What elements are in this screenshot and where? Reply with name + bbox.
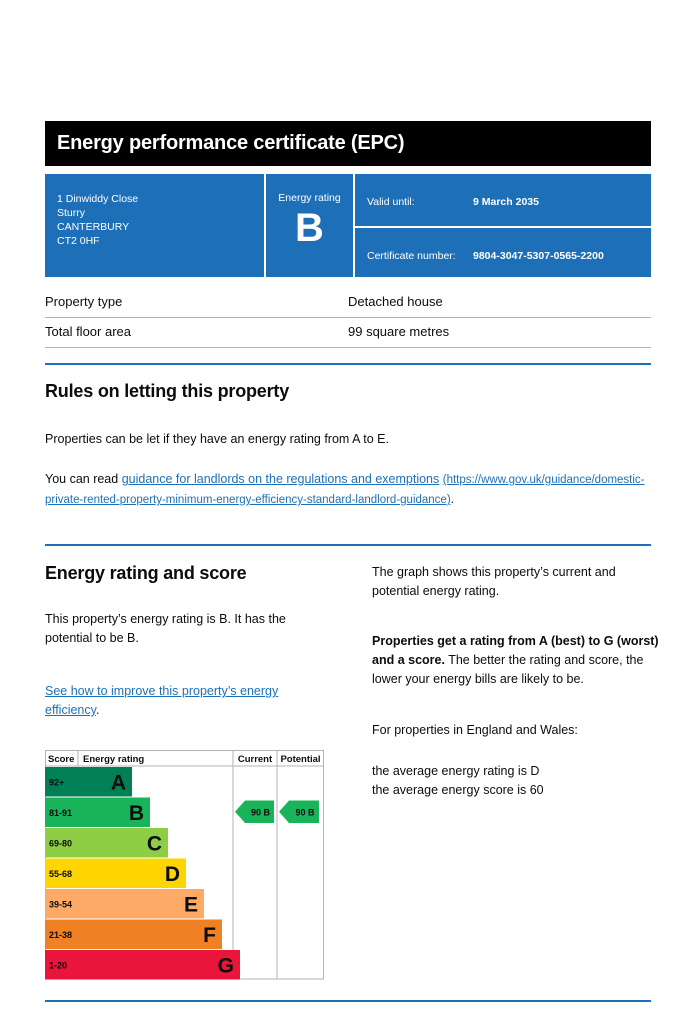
rating-cell <box>266 174 353 277</box>
improve-link-block <box>45 682 278 720</box>
band-letter-label: G <box>217 954 234 978</box>
band-letter-label: A <box>110 771 126 795</box>
rating-explanation-bold: Properties get a rating from A (best) to G (worst) <box>372 634 659 648</box>
band-range-label: 21-38 <box>49 929 73 940</box>
current-rating-label: 90 B <box>250 807 271 818</box>
band-letter-label: F <box>203 923 216 947</box>
improve-link-continued[interactable]: efficiency <box>45 703 96 717</box>
graph-note-line: potential energy rating. <box>372 584 500 598</box>
certificate-number-cell <box>355 228 651 277</box>
graph-note-line: The graph shows this property’s current and <box>372 565 616 579</box>
improve-suffix: . <box>95 703 100 717</box>
guidance-url-continued[interactable]: private-rented-property-minimum-energy-efficiency-standard-landlord-guidance) <box>45 494 451 506</box>
rules-heading: Rules on letting this property <box>45 381 290 401</box>
band-range-label: 1-20 <box>49 960 68 971</box>
band-letter-label: B <box>128 801 144 825</box>
floor-area-label: Total floor area <box>45 324 131 339</box>
address-line: CANTERBURY <box>57 221 130 233</box>
address-line: Sturry <box>57 207 86 219</box>
rating-explanation-text: lower your energy bills are likely to be. <box>372 672 584 686</box>
average-rating: the average energy rating is D <box>372 764 540 778</box>
energy-rating-graph <box>45 750 325 980</box>
property-type-value: Detached house <box>348 294 443 309</box>
section-divider <box>45 1000 651 1002</box>
potential-rating-label: 90 B <box>295 807 315 818</box>
band-letter-label: D <box>164 862 180 886</box>
band-range-label: 81-91 <box>49 807 73 818</box>
section-divider <box>45 544 651 546</box>
floor-area-value: 99 square metres <box>348 324 450 339</box>
band-letter-label: E <box>183 893 198 917</box>
energy-rating-chart <box>45 750 325 980</box>
band-letter-label: C <box>146 832 162 856</box>
chart-column-header: Energy rating <box>83 754 145 765</box>
rating-explanation-bold: and a score. <box>372 653 445 667</box>
certificate-number-label: Certificate number: <box>367 250 456 262</box>
improve-link[interactable]: See how to improve this property’s energy <box>45 684 279 698</box>
rating-summary <box>45 610 286 648</box>
section-divider <box>45 363 651 365</box>
band-range-label: 39-54 <box>49 899 73 910</box>
rating-value: B <box>295 206 324 250</box>
guidance-link[interactable]: guidance for landlords on the regulations and exemptions <box>121 472 440 486</box>
rating-label: Energy rating <box>278 192 341 204</box>
guidance-prefix: You can read <box>45 472 122 486</box>
chart-column-header: Score <box>48 754 75 765</box>
property-type-row <box>45 288 651 318</box>
chart-column-header: Current <box>237 754 273 765</box>
address-line: 1 Dinwiddy Close <box>57 193 139 205</box>
band-range-label: 55-68 <box>49 868 73 879</box>
chart-column-header: Potential <box>280 754 321 765</box>
average-score: the average energy score is 60 <box>372 783 544 797</box>
valid-until-value: 9 March 2035 <box>473 196 539 208</box>
averages <box>372 762 544 800</box>
property-type-label: Property type <box>45 294 123 309</box>
band-range-label: 92+ <box>49 777 65 788</box>
guidance-suffix: . <box>450 492 455 506</box>
rating-summary-line: potential to be B. <box>45 631 139 645</box>
valid-until-cell <box>355 174 651 226</box>
valid-until-label: Valid until: <box>367 196 415 208</box>
rules-guidance <box>45 470 645 510</box>
band-bar-g <box>45 950 240 980</box>
address-line: CT2 0HF <box>57 235 100 247</box>
rating-explanation-text: The better the rating and score, the <box>444 653 644 667</box>
score-heading: Energy rating and score <box>45 563 247 583</box>
guidance-url[interactable]: (https://www.gov.uk/guidance/domestic- <box>442 474 645 486</box>
graph-note <box>372 563 616 601</box>
floor-area-row <box>45 318 651 348</box>
certificate-number-value: 9804-3047-5307-0565-2200 <box>473 250 604 262</box>
page-title: Energy performance certificate (EPC) <box>45 121 651 166</box>
region-note: For properties in England and Wales: <box>372 723 578 737</box>
address-block <box>45 174 264 277</box>
summary-box <box>45 174 651 277</box>
rating-summary-line: This property’s energy rating is B. It has the <box>45 612 286 626</box>
rating-explanation <box>372 632 659 689</box>
band-range-label: 69-80 <box>49 838 73 849</box>
rules-intro: Properties can be let if they have an energy rating from A to E. <box>45 432 389 446</box>
